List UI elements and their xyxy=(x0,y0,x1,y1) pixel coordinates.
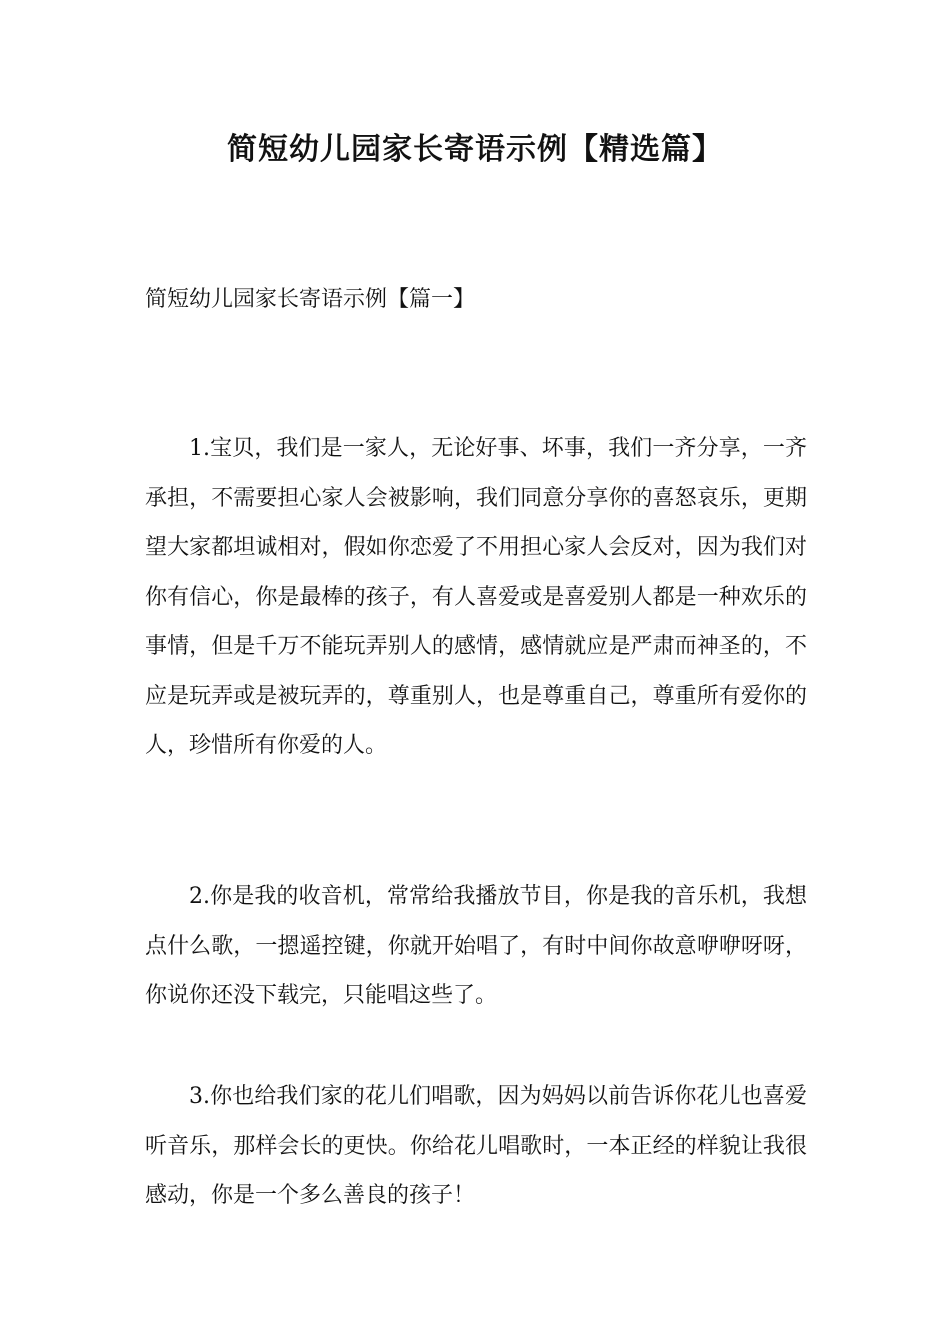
document-title: 简短幼儿园家长寄语示例【精选篇】 xyxy=(227,132,723,167)
paragraph-2: 2.你是我的收音机，常常给我播放节目，你是我的音乐机，我想点什么歌，一摁遥控键，你就开始唱了，有时中间你故意咿咿呀呀，你说你还没下载完，只能唱这些了。 xyxy=(145,884,807,1008)
paragraph-3: 3.你也给我们家的花儿们唱歌，因为妈妈以前告诉你花儿也喜爱听音乐，那样会长的更快。你给花儿唱歌时，一本正经的样貌让我很感动，你是一个多么善良的孩子！ xyxy=(145,1084,807,1208)
section-heading: 简短幼儿园家长寄语示例【篇一】 xyxy=(145,287,476,312)
paragraph-1: 1.宝贝，我们是一家人，无论好事、坏事，我们一齐分享，一齐承担，不需要担心家人会被影响，我们同意分享你的喜怒哀乐，更期望大家都坦诚相对，假如你恋爱了不用担心家人会反对，因为我们对你有信心，你是最棒的孩子，有人喜爱或是喜爱别人都是一种欢乐的事情，但是千万不能玩弄别人的感情，感情就应是严肃而神圣的，不应是玩弄或是被玩弄的，尊重别人，也是尊重自己，尊重所有爱你的人，珍惜所有你爱的人。 xyxy=(145,436,807,758)
